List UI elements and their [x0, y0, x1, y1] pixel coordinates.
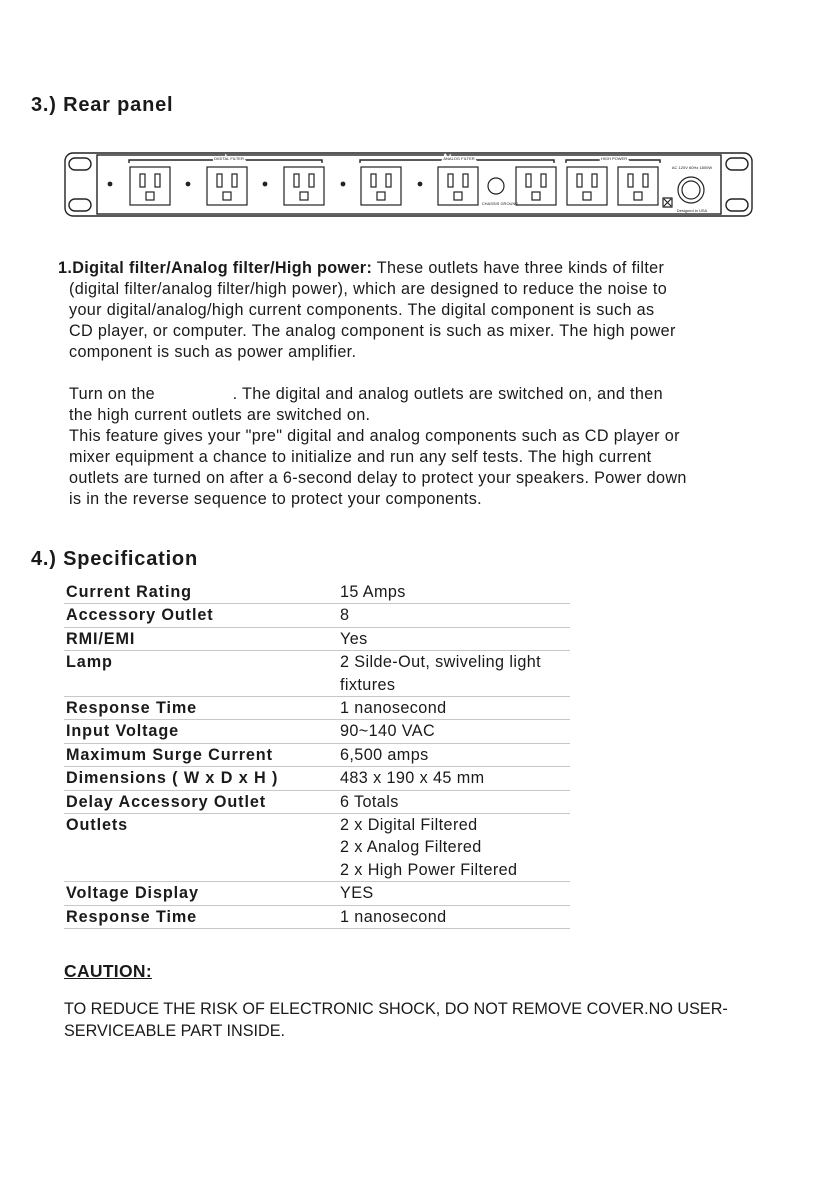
group-label-analog: ANALOG FILTER — [443, 156, 475, 161]
feature-description — [58, 258, 758, 510]
screw-icon — [108, 182, 113, 187]
chassis-ground-label: CHASSIS GROUND — [481, 201, 519, 206]
rack-slot-icon — [726, 199, 748, 211]
rating-label: AC 120V 60Hz 1800W — [671, 165, 713, 170]
spec-label: Response Time — [64, 905, 336, 928]
feature-line: This feature gives your "pre" digital and analog components such as CD player or — [69, 427, 680, 445]
feature-line: is in the reverse sequence to protect your components. — [69, 490, 483, 508]
table-row — [64, 720, 570, 743]
table-row — [64, 627, 570, 650]
weee-icon — [663, 198, 672, 207]
table-row — [64, 790, 570, 813]
spec-value: YES — [336, 882, 570, 905]
feature-lead: 1.Digital filter/Analog filter/High power: — [58, 259, 373, 277]
spec-value-line: 2 Silde-Out, swiveling light — [340, 653, 542, 672]
table-row — [64, 814, 570, 882]
spec-label: Delay Accessory Outlet — [64, 790, 336, 813]
group-label-digital: DIGITAL FILTER — [214, 156, 244, 161]
spec-label: Lamp — [64, 651, 336, 697]
spec-value: 1 nanosecond — [336, 905, 570, 928]
table-row — [64, 905, 570, 928]
feature-line: Turn on the . The digital and analog outlets are switched on, and then — [69, 385, 663, 403]
specification-heading: 4.) Specification — [31, 548, 198, 570]
table-row — [64, 604, 570, 627]
spec-label: Input Voltage — [64, 720, 336, 743]
outlet-icon — [284, 167, 324, 205]
spec-label: Outlets — [64, 814, 336, 882]
screw-icon — [341, 182, 346, 187]
group-label-high-power: HIGH POWER — [600, 156, 628, 161]
caution-line: TO REDUCE THE RISK OF ELECTRONIC SHOCK, DO NOT REMOVE COVER.NO USER- — [64, 1000, 728, 1018]
spec-label: Maximum Surge Current — [64, 743, 336, 766]
spec-value: 15 Amps — [336, 581, 570, 604]
caution-title: CAUTION: — [64, 961, 152, 981]
spec-value-line: 2 x Digital Filtered — [340, 816, 478, 835]
feature-line: CD player, or computer. The analog component is such as mixer. The high power — [69, 322, 676, 340]
outlet-icon — [516, 167, 556, 205]
outlet-icon — [207, 167, 247, 205]
spec-label: Current Rating — [64, 581, 336, 604]
outlet-icon — [618, 167, 658, 205]
feature-line: outlets are turned on after a 6-second delay to protect your speakers. Power down — [69, 469, 687, 487]
screw-icon — [263, 182, 268, 187]
rack-slot-icon — [726, 158, 748, 170]
outlet-icon — [130, 167, 170, 205]
spec-value: 90~140 VAC — [336, 720, 570, 743]
rack-slot-icon — [69, 158, 91, 170]
outlet-icon — [361, 167, 401, 205]
spec-value-line: 2 x High Power Filtered — [340, 860, 518, 879]
table-row — [64, 882, 570, 905]
rack-frame — [65, 153, 752, 216]
feature-lead-line — [58, 258, 758, 279]
table-row — [64, 743, 570, 766]
table-row — [64, 581, 570, 604]
feature-line: mixer equipment a chance to initialize and run any self tests. The high current — [69, 448, 652, 466]
caution-text — [64, 998, 784, 1042]
spec-value: 8 — [336, 604, 570, 627]
spec-label: Response Time — [64, 697, 336, 720]
rear-panel-illustration — [64, 150, 754, 220]
table-row — [64, 651, 570, 697]
outlet-icon — [567, 167, 607, 205]
rack-slot-icon — [69, 199, 91, 211]
feature-line: component is such as power amplifier. — [69, 343, 357, 361]
spec-value: 1 nanosecond — [336, 697, 570, 720]
table-row — [64, 697, 570, 720]
specification-table — [64, 581, 570, 929]
table-row — [64, 767, 570, 790]
spec-label: Dimensions ( W x D x H ) — [64, 767, 336, 790]
spec-value-line: 2 x Analog Filtered — [340, 838, 482, 857]
spec-value: Yes — [336, 627, 570, 650]
designed-label: Designed in USA — [676, 208, 708, 213]
spec-label: RMI/EMI — [64, 627, 336, 650]
feature-line: the high current outlets are switched on. — [69, 406, 371, 424]
spec-label: Accessory Outlet — [64, 604, 336, 627]
spec-value: 6 Totals — [336, 790, 570, 813]
feature-line: your digital/analog/high current components. The digital component is such as — [69, 301, 655, 319]
spec-value-line: fixtures — [340, 675, 396, 694]
spec-value — [336, 814, 570, 882]
caution-line: SERVICEABLE PART INSIDE. — [64, 1022, 286, 1040]
spec-value: 6,500 amps — [336, 743, 570, 766]
screw-icon — [418, 182, 423, 187]
rear-panel-heading: 3.) Rear panel — [31, 94, 174, 116]
feature-line: (digital filter/analog filter/high power), which are designed to reduce the noise to — [69, 280, 668, 298]
screw-icon — [186, 182, 191, 187]
spec-label: Voltage Display — [64, 882, 336, 905]
outlet-icon — [438, 167, 478, 205]
chassis-ground-icon — [488, 178, 504, 194]
spec-value — [336, 651, 570, 697]
feature-lead-rest: These outlets have three kinds of filter — [372, 259, 665, 277]
spec-value: 483 x 190 x 45 mm — [336, 767, 570, 790]
